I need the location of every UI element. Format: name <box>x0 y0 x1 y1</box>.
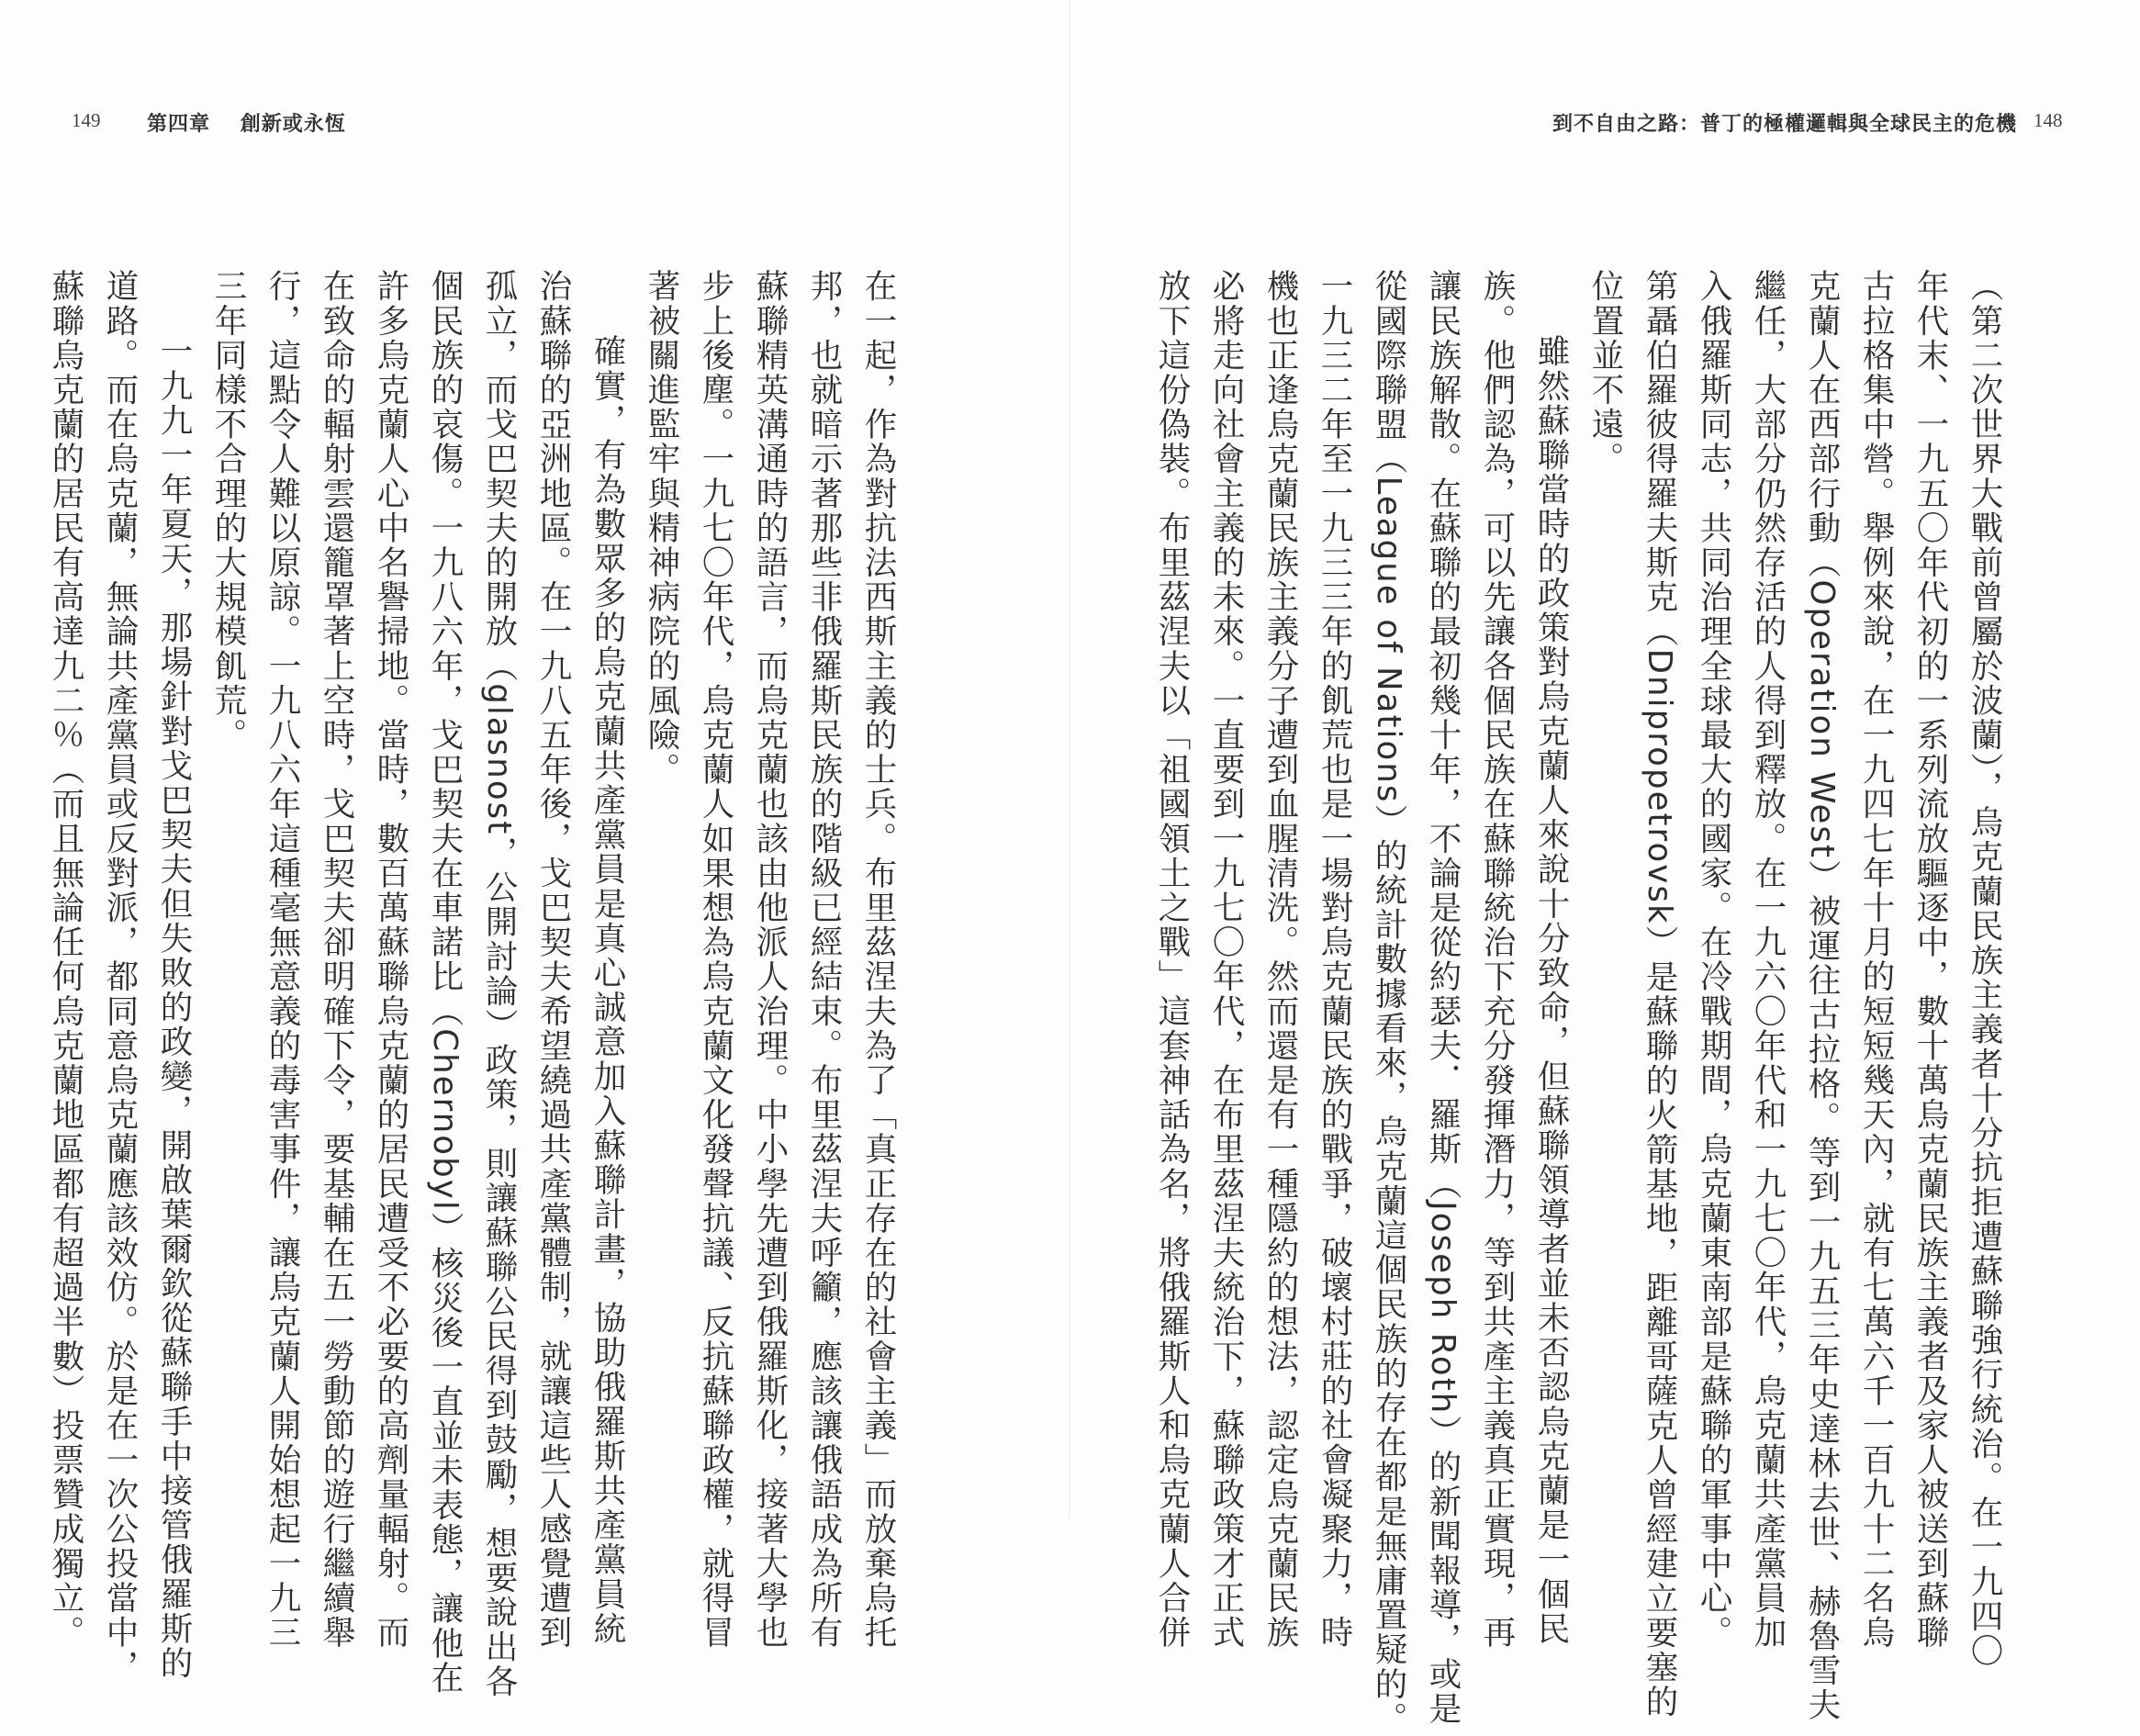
running-head-right: 到不自由之路：普丁的極權邏輯與全球民主的危機 <box>1552 112 2018 136</box>
right-page-body <box>1145 269 2011 1736</box>
left-page-body <box>39 269 905 1699</box>
text-column: 孤立，而戈巴契夫的開放（glasnost，公開討論）政策，則讓蘇聯公民得到鼓勵，想要說出各 <box>480 269 518 1699</box>
text-column: 蘇聯精英溝通時的語言，而烏克蘭也該由他派人治理。中小學先遭到俄羅斯化，接著大學也 <box>751 269 789 1650</box>
chapter-title: 創新或永恆 <box>240 112 346 136</box>
text-column: 入俄羅斯同志，共同治理全球最大的國家。在冷戰期間，烏克蘭東南部是蘇聯的軍事中心。 <box>1695 269 1732 1650</box>
left-page <box>0 0 1070 1699</box>
text-column: 年代末、一九五〇年代初的一系列流放驅逐中，數十萬烏克蘭民族主義者及家人被送到蘇聯 <box>1911 269 1949 1650</box>
text-column: 道路。而在烏克蘭，無論共產黨員或反對派，都同意烏克蘭應該效仿。於是在一次公投當中， <box>101 269 139 1685</box>
page-number-right: 148 <box>2034 109 2063 131</box>
text-column: 一九三二年至一九三三年的飢荒也是一場對烏克蘭民族的戰爭，破壞村莊的社會凝聚力，時 <box>1316 269 1353 1650</box>
text-column: （第二次世界大戰前曾屬於波蘭），烏克蘭民族主義者十分抗拒遭蘇聯強行統治。在一九四〇 <box>1966 269 2003 1668</box>
text-column: 第聶伯羅彼得羅夫斯克（Dnipropetrovsk）是蘇聯的火箭基地，距離哥薩克人曾經建立要塞的 <box>1641 269 1678 1719</box>
running-head-left <box>147 108 346 137</box>
text-column: 必將走向社會主義的未來。一直要到一九七〇年代，在布里茲涅夫統治下，蘇聯政策才正式 <box>1207 269 1245 1650</box>
text-column: 讓民族解散。在蘇聯的最初幾十年，不論是從約瑟夫．羅斯（Joseph Roth）的新聞報導，或是 <box>1424 269 1462 1726</box>
text-column: 個民族的哀傷。一九八六年，戈巴契夫在車諾比（Chernobyl）核災後一直並未表態，讓他在 <box>426 269 464 1696</box>
text-column: 繼任，大部分仍然存活的人得到釋放。在一九六〇年代和一九七〇年代，烏克蘭共產黨員加 <box>1749 269 1787 1650</box>
text-column: 三年同樣不合理的大規模飢荒。 <box>209 269 247 753</box>
text-column: 古拉格集中營。舉例來說，在一九四七年十月的短短幾天內，就有七萬六千一百九十二名烏 <box>1857 269 1895 1650</box>
text-column: 步上後塵。一九七〇年代，烏克蘭人如果想為烏克蘭文化發聲抗議、反抗蘇聯政權，就得冒 <box>697 269 734 1650</box>
text-column: 機也正逢烏克蘭民族主義分子遭到血腥清洗。然而還是有一種隱約的想法，認定烏克蘭民族 <box>1261 269 1299 1650</box>
text-column: 克蘭人在西部行動（Operation West）被運往古拉格。等到一九五三年史達林去世、赫魯雪夫 <box>1803 269 1841 1723</box>
text-column: 行，這點令人難以原諒。一九八六年這種毫無意義的毒害事件，讓烏克蘭人開始想起一九三 <box>263 269 301 1650</box>
chapter-label: 第四章 <box>147 112 211 136</box>
text-column-paragraph-start: 雖然蘇聯當時的政策對烏克蘭人來說十分致命，但蘇聯領導者並未否認烏克蘭是一個民 <box>1532 334 1570 1646</box>
text-column: 位置並不遠。 <box>1586 269 1624 476</box>
text-column-paragraph-start: 確實，有為數眾多的烏克蘭共產黨員是真心誠意加入蘇聯計畫，協助俄羅斯共產黨員統 <box>588 334 626 1646</box>
text-column: 在一起，作為對抗法西斯主義的士兵。布里茲涅夫為了「真正存在的社會主義」而放棄烏托 <box>859 269 897 1650</box>
text-column-paragraph-start: 一九九一年夏天，那場針對戈巴契夫但失敗的政變，開啟葉爾欽從蘇聯手中接管俄羅斯的 <box>155 334 193 1681</box>
text-column: 著被關進監牢與精神病院的風險。 <box>643 269 680 787</box>
page-number-left: 149 <box>72 109 101 131</box>
text-column: 放下這份偽裝。布里茲涅夫以「祖國領土之戰」這套神話為名，將俄羅斯人和烏克蘭人合併 <box>1153 269 1191 1650</box>
text-column: 在致命的輻射雲還籠罩著上空時，戈巴契夫卻明確下令，要基輔在五一勞動節的遊行繼續舉 <box>318 269 355 1650</box>
right-page <box>1070 0 2140 1736</box>
text-column: 治蘇聯的亞洲地區。在一九八五年後，戈巴契夫希望繞過共產黨體制，就讓這些人感覺遭到 <box>534 269 572 1650</box>
text-column: 族。他們認為，可以先讓各個民族在蘇聯統治下充分發揮潛力，等到共產主義真正實現，再 <box>1478 269 1516 1650</box>
text-column: 從國際聯盟（League of Nations）的統計數據看來，烏克蘭這個民族的存在都是無庸置疑的。 <box>1370 269 1407 1736</box>
text-column: 邦，也就暗示著那些非俄羅斯民族的階級已經結束。布里茲涅夫呼籲，應該讓俄語成為所有 <box>805 269 843 1650</box>
text-column: 許多烏克蘭人心中名譽掃地。當時，數百萬蘇聯烏克蘭的居民遭受不必要的高劑量輻射。而 <box>372 269 409 1650</box>
text-column: 蘇聯烏克蘭的居民有高達九二％（而且無論任何烏克蘭地區都有超過半數）投票贊成獨立。 <box>47 269 84 1650</box>
